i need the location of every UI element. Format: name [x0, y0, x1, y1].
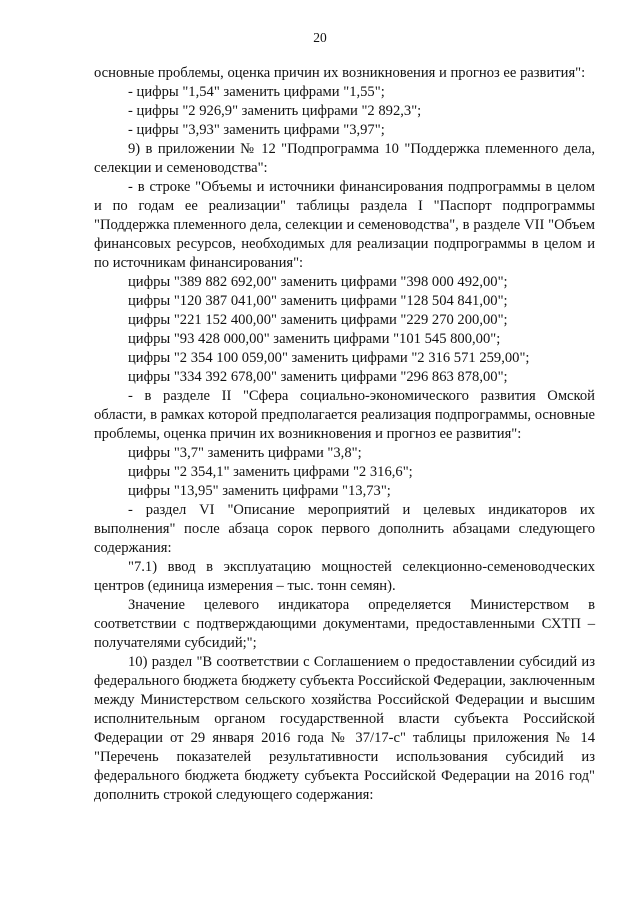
paragraph: - цифры "2 926,9" заменить цифрами "2 892,3";	[128, 103, 422, 119]
paragraph: - раздел VI "Описание мероприятий и целевых индикаторов их выполнения" после абзаца сорок первого дополнить абзацами следующего содержания:	[94, 502, 595, 556]
paragraph: цифры "120 387 041,00" заменить цифрами "128 504 841,00";	[128, 293, 508, 309]
paragraph: Значение целевого индикатора определяется Министерством в соответствии с подтверждающими документами, предоставленными СХТП – получателями субсидий;";	[94, 597, 595, 651]
paragraph: цифры "2 354 100 059,00" заменить цифрами "2 316 571 259,00";	[128, 350, 530, 366]
paragraph: цифры "93 428 000,00" заменить цифрами "101 545 800,00";	[128, 331, 501, 347]
paragraph: - в строке "Объемы и источники финансирования подпрограммы в целом и по годам ее реализации" таблицы раздела I "Паспорт подпрограммы "Поддержка племенного дела, селекции и семеноводства", в разделе VII "Объем финансовых ресурсов, необходимых для реализации подпрограммы в целом и по источникам финансирования":	[94, 179, 595, 271]
page-number: 20	[313, 30, 327, 45]
document-body	[94, 64, 595, 805]
paragraph: - цифры "3,93" заменить цифрами "3,97";	[128, 122, 385, 138]
paragraph: основные проблемы, оценка причин их возникновения и прогноз ее развития":	[94, 65, 586, 81]
paragraph: цифры "3,7" заменить цифрами "3,8";	[128, 445, 362, 461]
paragraph: цифры "334 392 678,00" заменить цифрами "296 863 878,00";	[128, 369, 508, 385]
paragraph: "7.1) ввод в эксплуатацию мощностей селекционно-семеноводческих центров (единица измерения – тыс. тонн семян).	[94, 559, 595, 594]
paragraph: - в разделе II "Сфера социально-экономического развития Омской области, в рамках которой предполагается реализация подпрограммы, основные проблемы, оценка причин их возникновения и прогноз ее развития":	[94, 388, 595, 442]
paragraph: - цифры "1,54" заменить цифрами "1,55";	[128, 84, 385, 100]
paragraph: цифры "13,95" заменить цифрами "13,73";	[128, 483, 391, 499]
paragraph: цифры "389 882 692,00" заменить цифрами "398 000 492,00";	[128, 274, 508, 290]
paragraph: 9) в приложении № 12 "Подпрограмма 10 "Поддержка племенного дела, селекции и семеноводства":	[94, 141, 595, 176]
paragraph: цифры "221 152 400,00" заменить цифрами "229 270 200,00";	[128, 312, 508, 328]
paragraph: 10) раздел "В соответствии с Соглашением о предоставлении субсидий из федерального бюджета бюджету субъекта Российской Федерации, заключенным между Министерством сельского хозяйства Российской Федерации и высшим исполнительным органом государственной власти субъекта Российской Федерации от 29 января 2016 года № 37/17-с" таблицы приложения № 14 "Перечень показателей результативности использования субсидий из федерального бюджета бюджету субъекта Российской Федерации на 2016 год" дополнить строкой следующего содержания:	[94, 654, 596, 803]
paragraph: цифры "2 354,1" заменить цифрами "2 316,6";	[128, 464, 413, 480]
